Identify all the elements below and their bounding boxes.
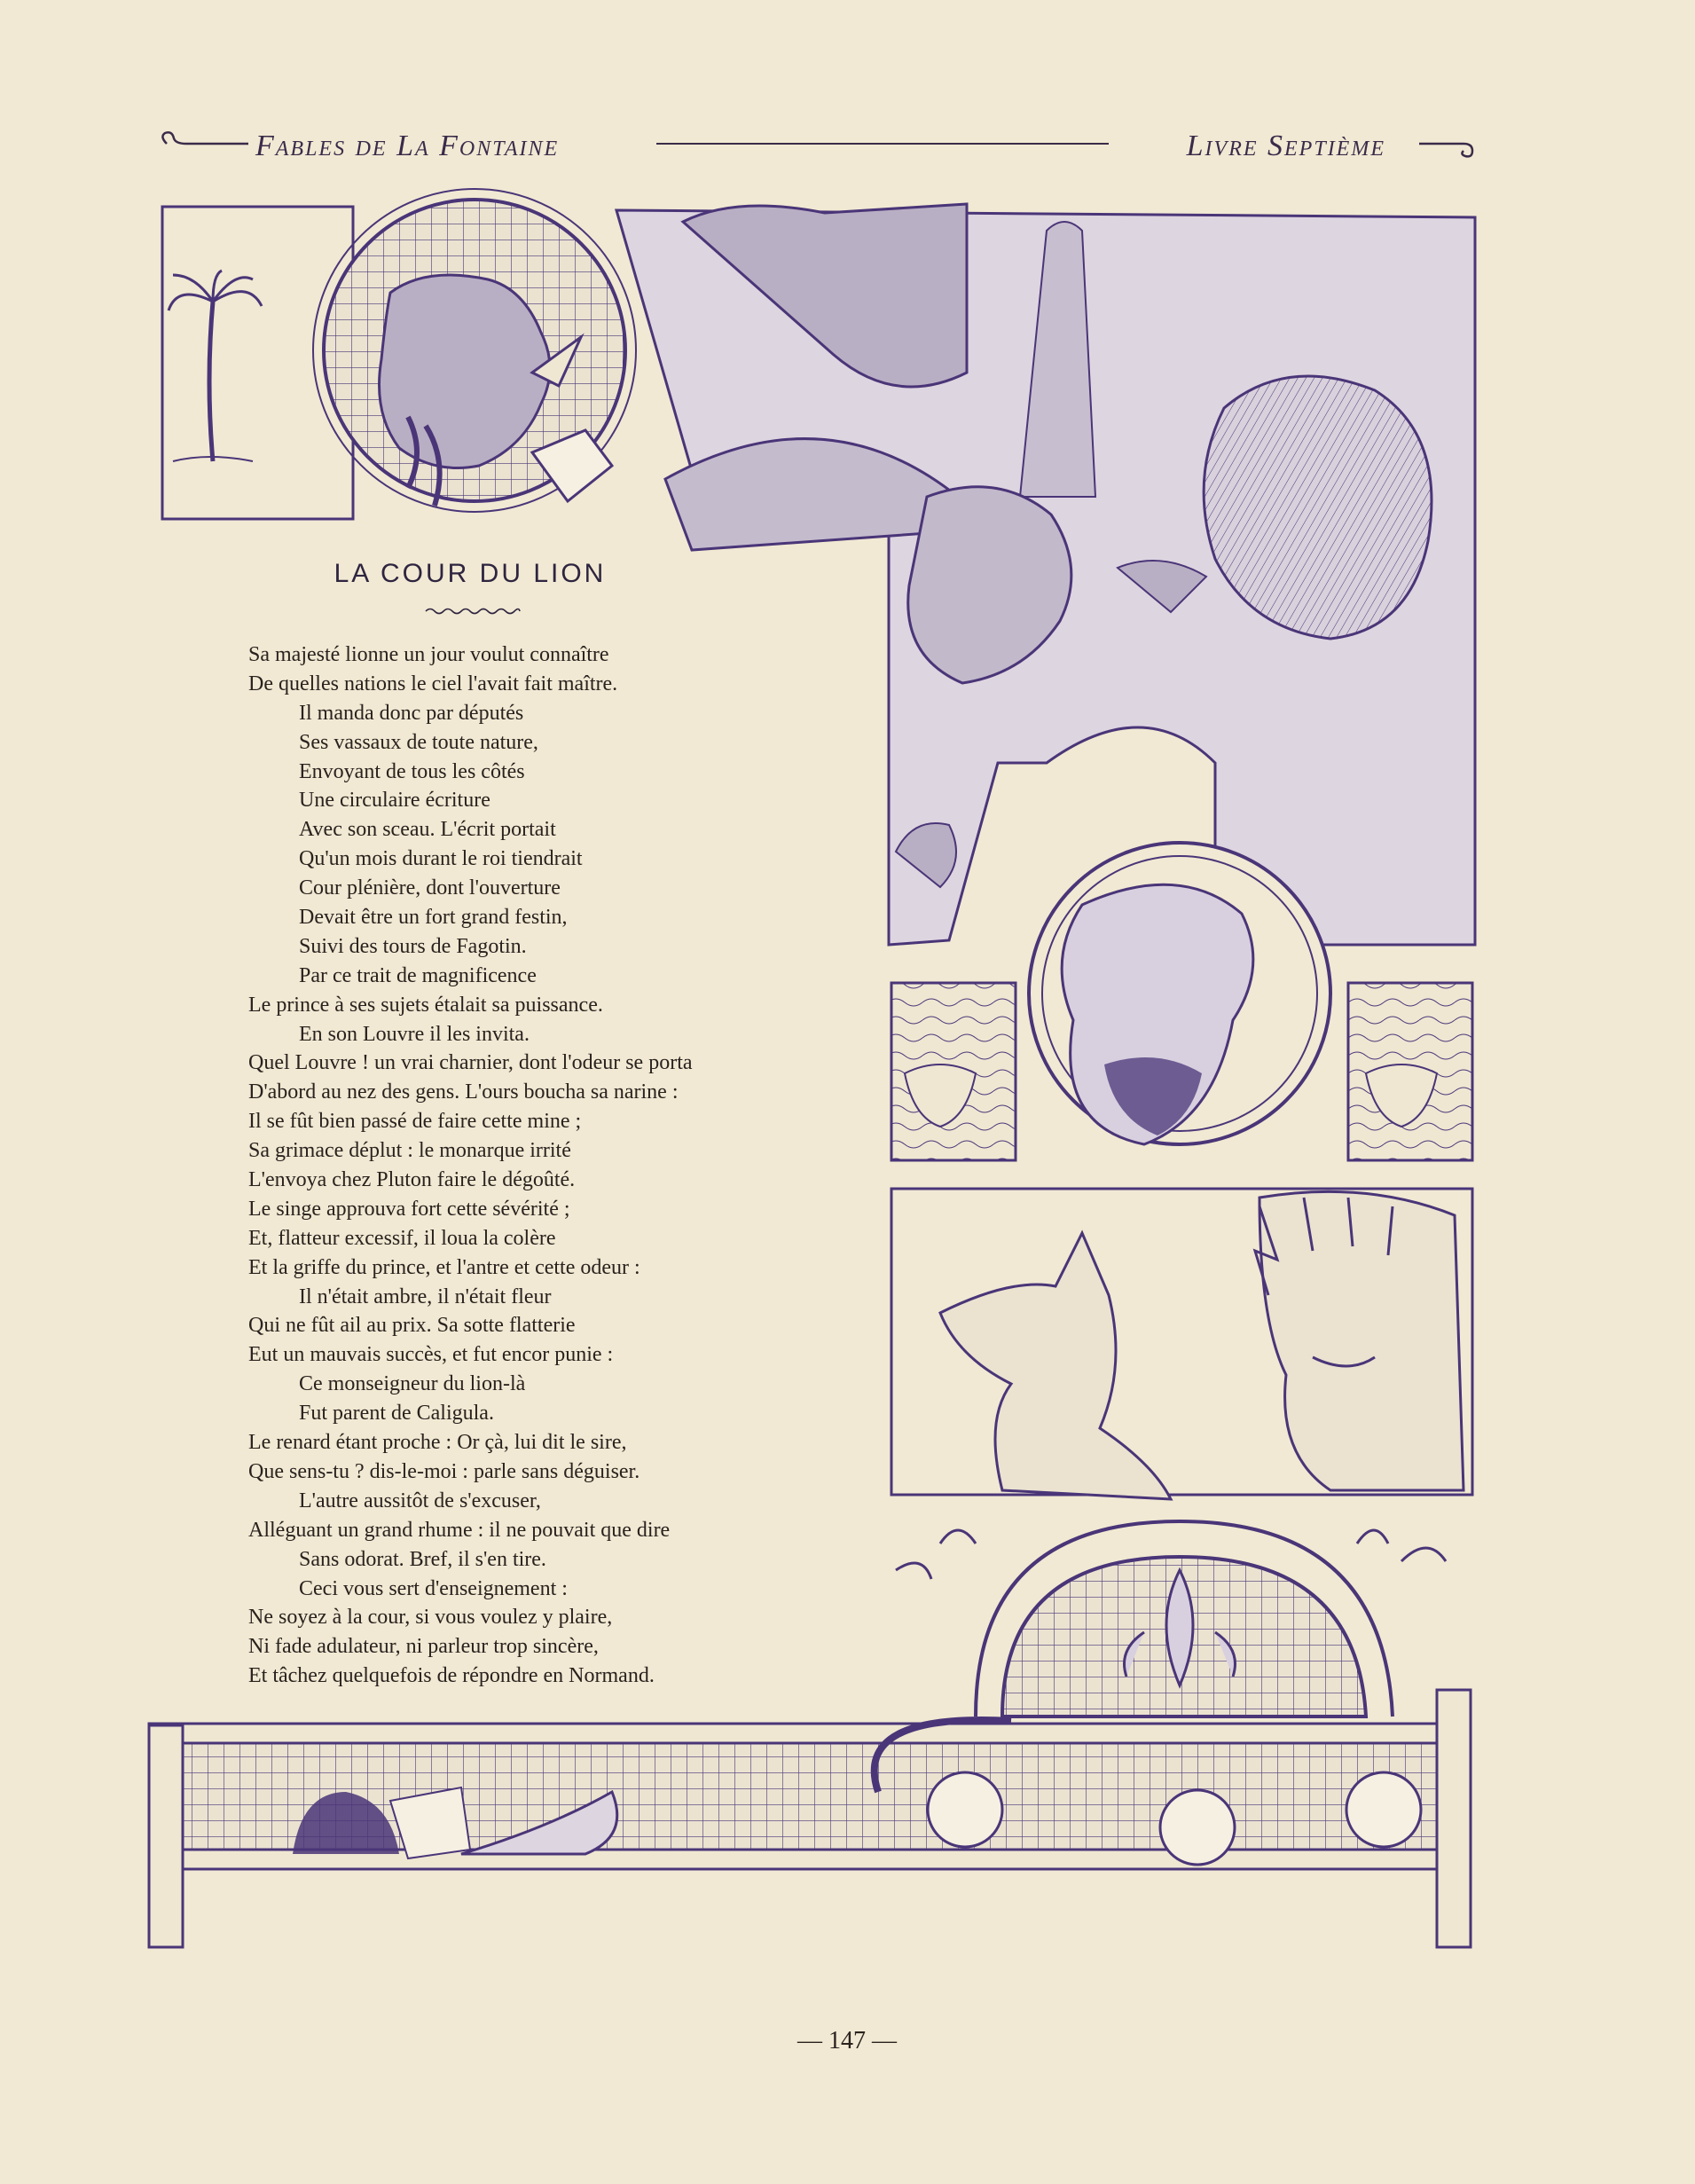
verse-line: Suivi des tours de Fagotin. <box>299 934 527 958</box>
running-header-book-title: Fables de La Fontaine <box>248 130 566 163</box>
verse-line: D'abord au nez des gens. L'ours boucha sa narine : <box>248 1080 679 1104</box>
verse-line: Envoyant de tous les côtés <box>299 759 525 783</box>
verse-line: Ni fade adulateur, ni parleur trop sincère, <box>248 1635 599 1659</box>
verse-line: De quelles nations le ciel l'avait fait maître. <box>248 672 618 695</box>
verse-line: Devait être un fort grand festin, <box>299 906 568 930</box>
verse-line: Il n'était ambre, il n'était fleur <box>299 1284 552 1308</box>
title-ornamental-rule <box>424 605 522 617</box>
verse-line: Avec son sceau. L'écrit portait <box>299 818 556 842</box>
verse-line: Ce monseigneur du lion-là <box>299 1372 526 1396</box>
verse-line: Ses vassaux de toute nature, <box>299 730 538 754</box>
rhinoceros-medallion <box>313 189 636 512</box>
verse-line: Par ce trait de magnificence <box>299 963 537 987</box>
verse-line: Il se fût bien passé de faire cette mine ; <box>248 1110 582 1134</box>
verse-line: Sa majesté lionne un jour voulut connaître <box>248 643 609 666</box>
verse-line: Le prince à ses sujets étalait sa puissance. <box>248 993 603 1017</box>
verse-line: En son Louvre il les invita. <box>299 1022 530 1046</box>
verse-line: Sans odorat. Bref, il s'en tire. <box>299 1547 546 1571</box>
verse-line: Fut parent de Caligula. <box>299 1402 494 1426</box>
fox-and-lion-panel <box>891 1189 1472 1499</box>
verse-line: Et tâchez quelquefois de répondre en Normand. <box>248 1664 655 1688</box>
verse-line: Et, flatteur excessif, il loua la colère <box>248 1226 556 1250</box>
verse-line: Ceci vous sert d'enseignement : <box>299 1576 568 1600</box>
verse-line: Qu'un mois durant le roi tiendrait <box>299 847 583 871</box>
verse-line: Ne soyez à la cour, si vous voulez y plaire, <box>248 1606 613 1630</box>
page-number: — 147 — <box>797 2027 897 2054</box>
verse-line: Quel Louvre ! un vrai charnier, dont l'odeur se porta <box>248 1051 693 1075</box>
verse-line: Le singe approuva fort cette sévérité ; <box>248 1197 570 1221</box>
verse-line: L'envoya chez Pluton faire le dégoûté. <box>248 1168 576 1192</box>
verse-line: Sa grimace déplut : le monarque irrité <box>248 1139 571 1163</box>
verse-line: Qui ne fût ail au prix. Sa sotte flatterie <box>248 1314 576 1338</box>
verse-line: Une circulaire écriture <box>299 789 490 813</box>
verse-line: Il manda donc par députés <box>299 701 524 725</box>
fable-title: LA COUR DU LION <box>334 559 607 588</box>
verse-line: Le renard étant proche : Or çà, lui dit le sire, <box>248 1431 627 1455</box>
verse-line: Et la griffe du prince, et l'antre et cette odeur : <box>248 1255 640 1279</box>
verse-line: Cour plénière, dont l'ouverture <box>299 876 561 900</box>
running-header-book-number: Livre Septième <box>1180 130 1393 163</box>
verse-line: Eut un mauvais succès, et fut encor punie : <box>248 1343 614 1367</box>
verse-line: L'autre aussitôt de s'excuser, <box>299 1489 541 1512</box>
fable-verse-text <box>248 640 781 1691</box>
verse-line: Que sens-tu ? dis-le-moi : parle sans déguiser. <box>248 1459 640 1483</box>
verse-line: Alléguant un grand rhume : il ne pouvait que dire <box>248 1518 671 1542</box>
